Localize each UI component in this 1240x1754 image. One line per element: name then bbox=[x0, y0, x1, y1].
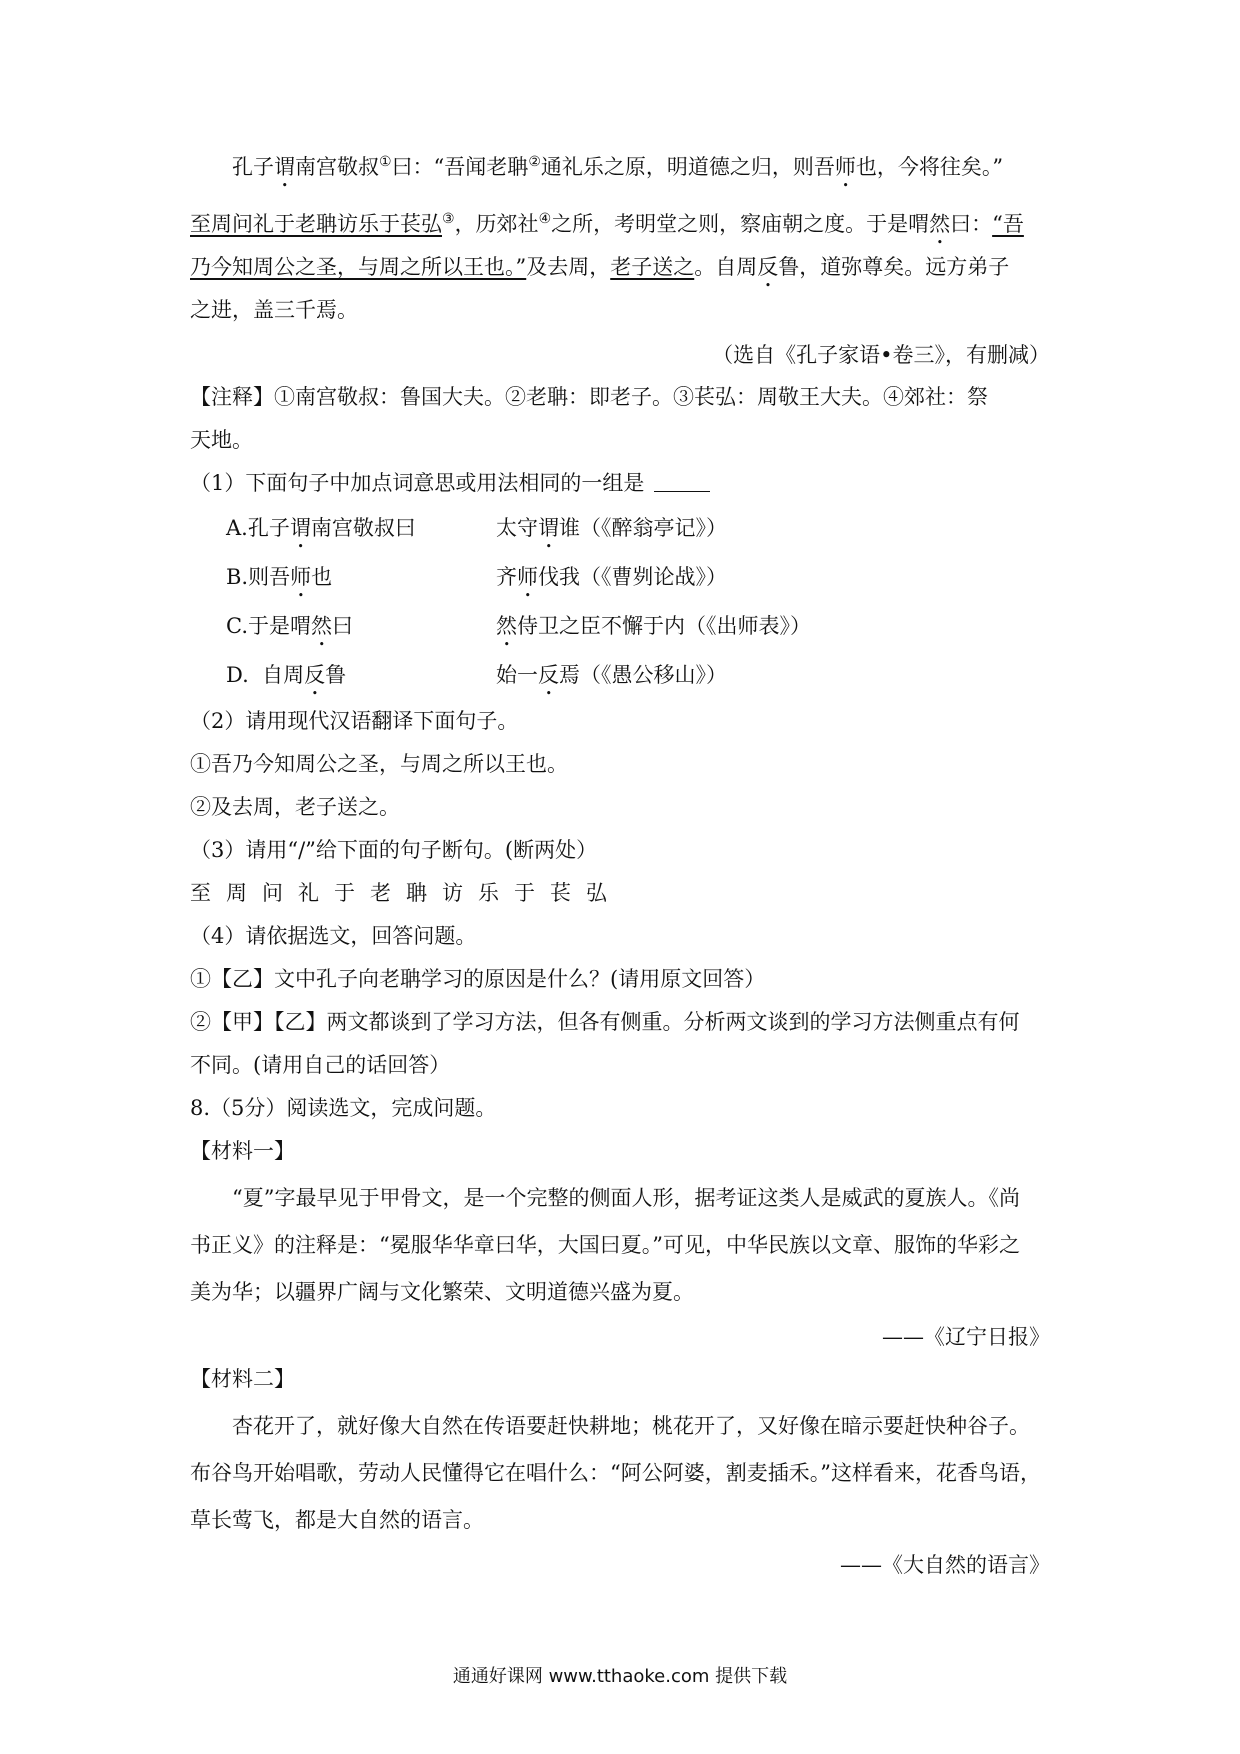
material-1-label: 【材料一】 bbox=[190, 1139, 295, 1163]
answer-blank bbox=[654, 471, 710, 492]
material-1-source: ——《辽宁日报》 bbox=[882, 1325, 1050, 1349]
underlined-sentence: “吾 bbox=[992, 212, 1024, 236]
dotted-word: 师 bbox=[290, 565, 312, 589]
option-c-compare: 然侍卫之臣不懈于内（《出师表》） bbox=[496, 614, 811, 638]
note-marker: ① bbox=[379, 154, 392, 170]
underlined-sentence: 老子送之 bbox=[610, 255, 695, 279]
question-1-prompt: （1）下面句子中加点词意思或用法相同的一组是 bbox=[190, 468, 710, 498]
material-1-line-3: 美为华；以疆界广阔与文化繁荣、文明道德兴盛为夏。 bbox=[190, 1280, 694, 1304]
option-a: A.孔子谓南宫敬叔曰 太守谓谁（《醉翁亭记》） bbox=[226, 513, 416, 553]
dotted-word: 反 bbox=[304, 663, 326, 687]
dotted-word: 师 bbox=[834, 155, 856, 179]
material-1-line-2: 书正义》的注释是：“冕服华华章曰华，大国曰夏。”可见，中华民族以文章、服饰的华彩之 bbox=[190, 1233, 1020, 1257]
question-4-prompt: （4）请依据选文，回答问题。 bbox=[190, 924, 477, 948]
question-8-title: 8.（5分）阅读选文，完成问题。 bbox=[190, 1096, 497, 1120]
material-1-line-1: “夏”字最早见于甲骨文，是一个完整的侧面人形，据考证这类人是威武的夏族人。《尚 bbox=[232, 1186, 1020, 1210]
underlined-sentence: 至周问礼于老聃访乐于苌弘 bbox=[190, 212, 442, 236]
question-2-sentence-2: ②及去周，老子送之。 bbox=[190, 795, 400, 819]
question-2-sentence-1: ①吾乃今知周公之圣，与周之所以王也。 bbox=[190, 752, 568, 776]
underlined-sentence: 乃今知周公之圣，与周之所以王也。” bbox=[190, 255, 527, 279]
passage-line-1: 孔子谓南宫敬叔①曰：“吾闻老聃②通礼乐之原，明道德之归，则吾师也，今将往矣。” bbox=[232, 154, 1004, 179]
notes-line-1: 【注释】①南宫敬叔：鲁国大夫。②老聃：即老子。③苌弘：周敬王大夫。④郊社：祭 bbox=[190, 385, 988, 409]
question-3-prompt: （3）请用“/”给下面的句子断句。(断两处） bbox=[190, 838, 598, 862]
note-marker: ④ bbox=[538, 211, 552, 227]
material-2-line-2: 布谷鸟开始唱歌，劳动人民懂得它在唱什么：“阿公阿婆，割麦插禾。”这样看来，花香鸟语， bbox=[190, 1461, 1041, 1485]
material-2-source: ——《大自然的语言》 bbox=[840, 1553, 1050, 1577]
dotted-word: 谓 bbox=[274, 155, 295, 179]
dotted-word: 师 bbox=[517, 565, 538, 589]
dotted-word: 谓 bbox=[538, 516, 559, 540]
material-2-label: 【材料二】 bbox=[190, 1367, 295, 1391]
passage-line-4: 之进，盖三千焉。 bbox=[190, 298, 358, 322]
dotted-word: 谓 bbox=[289, 516, 311, 540]
page-footer: 通通好课网 www.tthaoke.com 提供下载 bbox=[452, 1666, 788, 1687]
option-d-compare: 始一反焉（《愚公移山》） bbox=[496, 663, 727, 687]
option-d: D. 自周反鲁 始一反焉（《愚公移山》） bbox=[226, 660, 346, 700]
option-c: C.于是喟然曰 然侍卫之臣不懈于内（《出师表》） bbox=[226, 611, 353, 651]
note-marker: ② bbox=[528, 154, 541, 170]
question-4-sub-1: ①【乙】文中孔子向老聃学习的原因是什么？(请用原文回答） bbox=[190, 967, 766, 991]
question-2-prompt: （2）请用现代汉语翻译下面句子。 bbox=[190, 709, 519, 733]
dotted-word: 然 bbox=[496, 614, 517, 638]
dotted-word: 然 bbox=[929, 212, 951, 236]
passage-line-2: 至周问礼于老聃访乐于苌弘③，历郊社④之所，考明堂之则，察庙朝之度。于是喟然曰：“吾 bbox=[190, 211, 1024, 236]
option-b: B.则吾师也 齐师伐我（《曹刿论战》） bbox=[226, 562, 332, 602]
notes-line-2: 天地。 bbox=[190, 428, 253, 452]
question-4-sub-2-line-1: ②【甲】【乙】两文都谈到了学习方法，但各有侧重。分析两文谈到的学习方法侧重点有何 bbox=[190, 1010, 1020, 1034]
dotted-word: 反 bbox=[757, 255, 779, 279]
material-2-line-3: 草长莺飞，都是大自然的语言。 bbox=[190, 1508, 484, 1532]
dotted-word: 然 bbox=[311, 614, 332, 638]
option-b-compare: 齐师伐我（《曹刿论战》） bbox=[496, 565, 727, 589]
dotted-word: 反 bbox=[538, 663, 559, 687]
material-2-line-1: 杏花开了，就好像大自然在传语要赶快耕地；桃花开了，又好像在暗示要赶快种谷子。 bbox=[232, 1414, 1030, 1438]
question-3-sentence: 至周问礼于老聃访乐于苌弘 bbox=[190, 881, 622, 905]
option-a-compare: 太守谓谁（《醉翁亭记》） bbox=[496, 516, 727, 540]
passage-source: （选自《孔子家语•卷三》，有删减） bbox=[712, 343, 1050, 367]
passage-line-3: 乃今知周公之圣，与周之所以王也。”及去周，老子送之。自周反鲁，道弥尊矣。远方弟子 bbox=[190, 255, 1010, 279]
note-marker: ③ bbox=[442, 211, 455, 227]
question-4-sub-2-line-2: 不同。(请用自己的话回答） bbox=[190, 1053, 451, 1077]
